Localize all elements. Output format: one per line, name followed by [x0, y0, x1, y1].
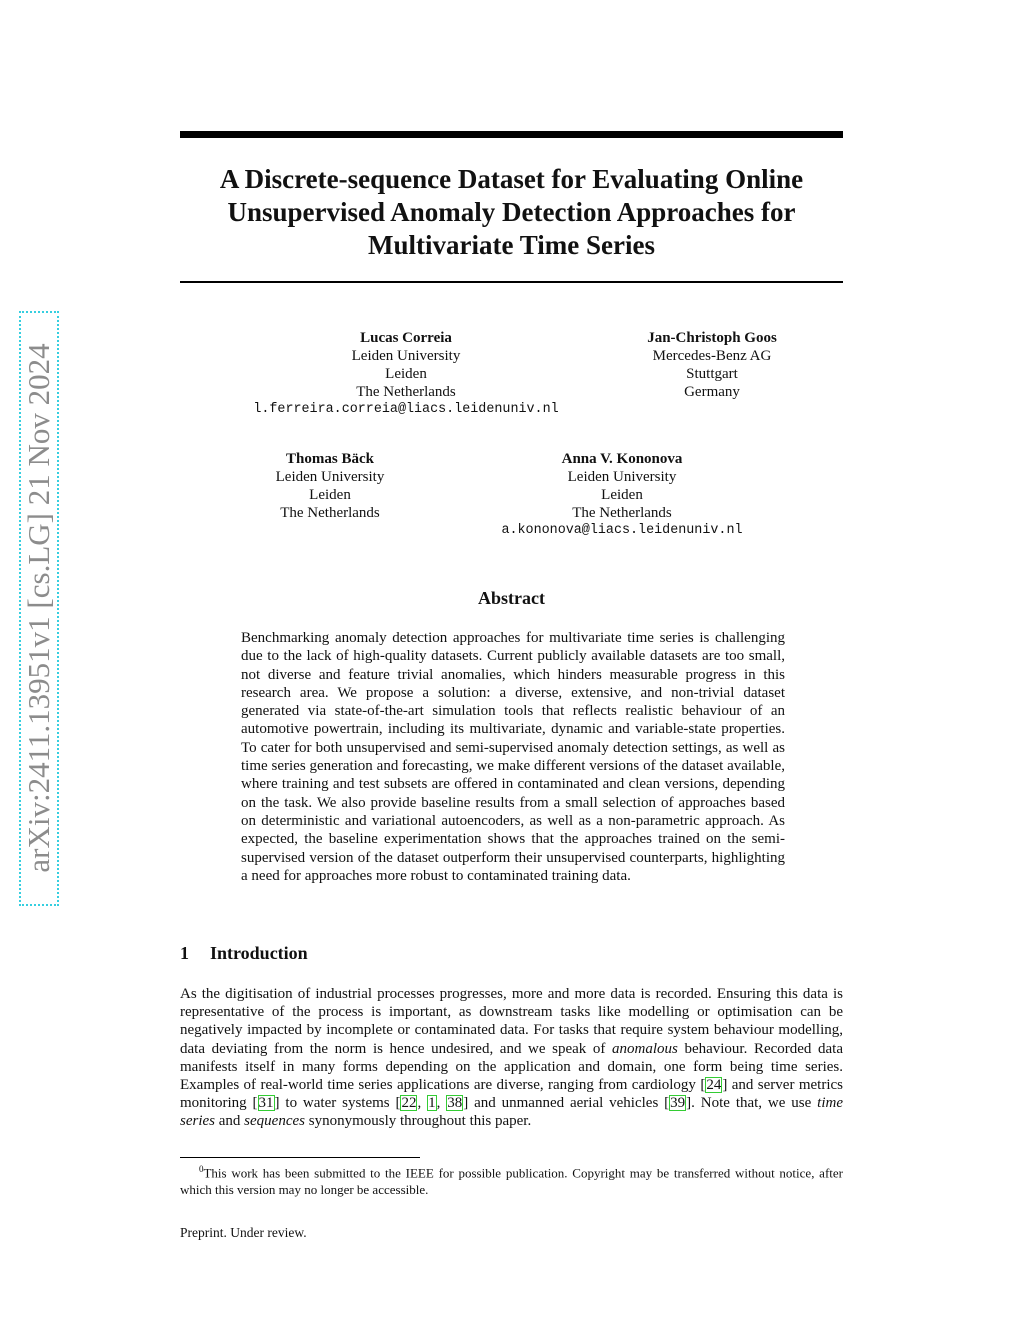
title-top-rule: [180, 131, 843, 138]
author-city: Leiden: [385, 366, 427, 382]
intro-text: ] and server metrics monitoring [: [180, 1077, 843, 1112]
paper-title: A Discrete-sequence Dataset for Evaluating Online Unsupervised Anomaly Detection Approaches for Multivariate Time Series: [219, 164, 804, 260]
intro-emphasis: time series: [180, 1095, 843, 1130]
author-country: The Netherlands: [572, 505, 672, 521]
footnote-mark: 0: [198, 1164, 204, 1174]
abstract-text: Benchmarking anomaly detection approaches for multivariate time series is challenging due to the lack of high-quality datasets. Current publicly available datasets are too small, not diverse and feature trivial anomalies, which hinders measurable progress in this research area. We propose a solution: a diverse, extensive, and non-trivial dataset generated via state-of-the-art simulation tools that reflects realistic behaviour of an automotive powertrain, including its multivariate, dynamic and variable-state properties. To cater for both unsupervised and semi-supervised anomaly detection settings, as well as time series generation and forecasting, we make different versions of the dataset available, where training and test subsets are offered in contaminated and clean versions, depending on the task. We also provide baseline results from a small selection of approaches based on deterministic and variational autoencoders, as well as a non-parametric approach. As expected, the baseline experimentation shows that the approaches trained on the semi-supervised version of the dataset outperform their unsupervised counterparts, highlighting a need for approaches more robust to contaminated training data.: [241, 630, 785, 884]
author-affiliation: Leiden University: [567, 469, 677, 485]
intro-text: ] and unmanned aerial vehicles [: [463, 1095, 670, 1112]
title-bottom-rule: [180, 281, 843, 283]
section-heading: [180, 943, 308, 964]
author-city: Leiden: [601, 487, 643, 503]
author-country: The Netherlands: [356, 384, 456, 400]
author-affiliation: Mercedes-Benz AG: [652, 348, 772, 364]
intro-text: ]. Note that, we use: [686, 1095, 818, 1112]
citation-link[interactable]: 31: [258, 1095, 274, 1112]
citation-link[interactable]: 22: [401, 1095, 417, 1112]
author-country: Germany: [684, 384, 740, 400]
citation-link[interactable]: 38: [447, 1095, 463, 1112]
section-title: Introduction: [210, 943, 308, 963]
author-name: Lucas Correia: [360, 330, 452, 346]
intro-text: behaviour. Recorded data manifests itself in many forms depending on the application and domain, one form being time series. Examples of real-world time series applications are diverse, ranging from cardiology [: [180, 1040, 844, 1094]
preprint-notice: Preprint. Under review.: [180, 1225, 307, 1240]
intro-text: synonymously throughout this paper.: [304, 1113, 532, 1130]
citation-link[interactable]: 1: [428, 1095, 436, 1112]
intro-text: and: [215, 1113, 245, 1130]
author-block-3: [250, 450, 410, 522]
intro-text: ,: [417, 1095, 428, 1112]
author-email[interactable]: l.ferreira.correia@liacs.leidenuniv.nl: [253, 402, 559, 417]
intro-emphasis: anomalous: [612, 1040, 678, 1057]
intro-text: As the digitisation of industrial processes progresses, more and more data is recorded. Ensuring this data is representative of the process is important, as downstream tasks like modelling or optimisation can be negatively impacted by incomplete or contaminated data. For tasks that require system behaviour modelling, data deviating from the norm is hence undesired, and we speak of: [180, 986, 843, 1057]
footnote-text: This work has been submitted to the IEEE for possible publication. Copyright may be transferred without notice, after which this version may no longer be accessible.: [180, 1165, 843, 1198]
author-block-2: [612, 329, 812, 401]
author-email[interactable]: a.kononova@liacs.leidenuniv.nl: [501, 523, 743, 538]
intro-emphasis: sequences: [244, 1113, 305, 1130]
author-name: Thomas Bäck: [286, 451, 374, 467]
author-city: Leiden: [309, 487, 351, 503]
author-affiliation: Leiden University: [351, 348, 461, 364]
footnote: [180, 1161, 843, 1198]
author-name: Anna V. Kononova: [561, 451, 683, 467]
intro-text: ,: [436, 1095, 447, 1112]
author-city: Stuttgart: [686, 366, 738, 382]
citation-link[interactable]: 39: [670, 1095, 686, 1112]
citation-link[interactable]: 24: [706, 1077, 722, 1094]
abstract-heading: Abstract: [478, 588, 545, 608]
author-country: The Netherlands: [280, 505, 380, 521]
section-number: 1: [180, 943, 189, 963]
author-block-1: [230, 329, 582, 419]
footnote-rule: [180, 1157, 420, 1158]
arxiv-stamp: arXiv:2411.13951v1 [cs.LG] 21 Nov 2024: [21, 343, 56, 873]
author-name: Jan-Christoph Goos: [647, 330, 777, 346]
author-block-4: [472, 450, 772, 540]
intro-text: ] to water systems [: [274, 1095, 401, 1112]
intro-paragraph: [180, 985, 843, 1131]
author-affiliation: Leiden University: [275, 469, 385, 485]
